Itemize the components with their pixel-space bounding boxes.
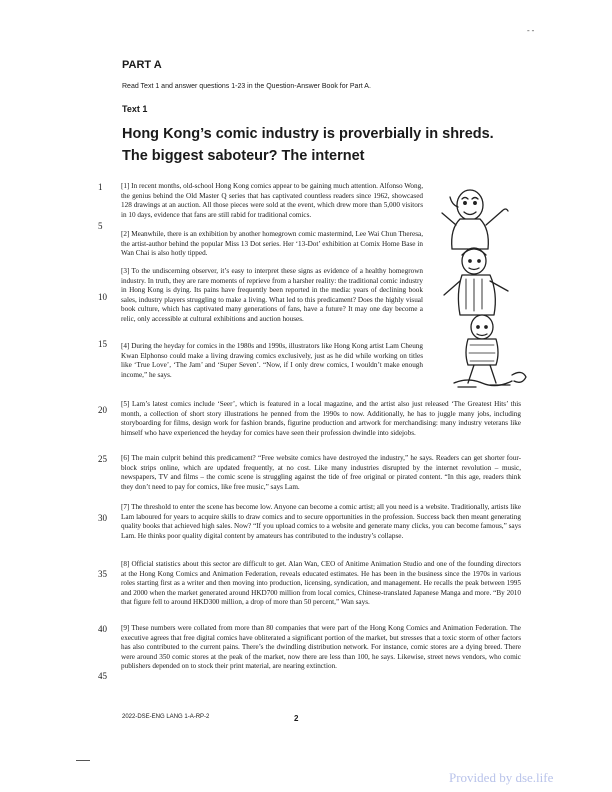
paragraph-5: [5] Lam’s latest comics include ‘Seer’, which is featured in a local magazine, and the artist also just released ‘The Greatest Hits’ this month, a collection of short story illustrations he penned from the 1990s to now. Additionally, he has to juggle many jobs, including storyboarding for films, design work for fashion brands, figurine production and artwork for merchandising: many industry veterans like himself who have experienced the heyday for comics have seen their profession dwindle into sidejobs. xyxy=(121,400,521,437)
line-number: 10 xyxy=(98,292,107,302)
margin-dash xyxy=(76,760,90,761)
line-number: 25 xyxy=(98,454,107,464)
instruction: Read Text 1 and answer questions 1-23 in the Question-Answer Book for Part A. xyxy=(122,83,371,90)
line-number: 35 xyxy=(98,569,107,579)
headline: Hong Kong’s comic industry is proverbially in shreds. The biggest saboteur? The internet xyxy=(122,126,494,164)
footer-exam-code: 2022-DSE-ENG LANG 1-A-RP-2 xyxy=(122,714,210,720)
line-number: 15 xyxy=(98,339,107,349)
paragraph-9: [9] These numbers were collated from more than 80 companies that were part of the Hong Kong Comics and Animation Federation. The executive agrees that free digital comics have obliterated a significant portion of the market, but stresses that a toxic storm of other factors has also contributed to the current pains. There’s the dwindling distribution network. For instance, comic stores are a dying breed. There were around 350 comic stores at the peak of the market, now there are less than 100, he says. Likewise, street news vendors, who comic publishers depended on to stock their print material, are nearing extinction. xyxy=(121,624,521,671)
corner-mark: - - xyxy=(527,26,535,35)
line-number: 20 xyxy=(98,405,107,415)
line-number: 30 xyxy=(98,513,107,523)
text-label: Text 1 xyxy=(122,104,148,114)
page-number: 2 xyxy=(294,714,299,723)
paragraph-6: [6] The main culprit behind this predicament? “Free website comics have destroyed the industry,” he says. Readers can get shorter four-block strips online, which are updated frequently, at no cost. Like many industries disrupted by the internet revolution – music, newspapers, TV and films – the comic scene is struggling against the tide of free original or pirated content. “In this age, readers think they don’t need to pay for comics, like free music,” says Lam. xyxy=(121,454,521,491)
paragraph-8: [8] Official statistics about this sector are difficult to get. Alan Wan, CEO of Anitime Animation Studio and one of the founding directors at the Hong Kong Comics and Animation Federation, reveals educated estimates. He has been in the business since the 1970s in various roles starting first as a writer and then moving into production, licensing, syndication, and management. He recalls the peak between 1995 and 2000 when the market generated around HKD700 million from local comics, Chinese-translated Japanese Manga and more. “By 2010 that figure fell to around HKD300 million, a drop of more than 50 percent,” Wan says. xyxy=(121,560,521,607)
paragraph-3: [3] To the undiscerning observer, it’s easy to interpret these signs as evidence of a healthy homegrown industry. In truth, they are rare moments of reprieve from a harsher reality: the traditional comic industry in Hong Kong is dying. Its pains have frequently been reported in the media: years of declining book sales, industry players struggling to make a living. What led to this predicament? Does the highly visual book culture, which has captivated many generations of fans, have a future? It may one day become a relic, only accessible at cultural exhibitions and auction houses. xyxy=(121,267,423,323)
paragraph-4: [4] During the heyday for comics in the 1980s and 1990s, illustrators like Hong Kong artist Lam Cheung Kwan Elphonso could make a living drawing comics exclusively, just as he did while working on titles like ‘True Love’, ‘The Jam’ and ‘Super Seven’. “Now, if I only drew comics, I wouldn’t make enough income,” he says. xyxy=(121,342,423,379)
part-title: PART A xyxy=(122,59,162,71)
paragraph-7: [7] The threshold to enter the scene has become low. Anyone can become a comic artist; all you need is a website. Traditionally, artists like Lam laboured for years to acquire skills to draw comics and to secure opportunities in the profession. Success back then meant generating quality books that achieved high sales. Now? “If you upload comics to a website and generate many clicks, you can become famous,” says Lam. He thinks poor quality digital content by amateurs has contributed to the industry’s collapse. xyxy=(121,503,521,540)
comic-characters-illustration xyxy=(432,185,538,395)
paragraph-1: [1] In recent months, old-school Hong Kong comics appear to be gaining much attention. Alfonso Wong, the genius behind the Old Master Q series that has captivated countless readers since 1962, showcased 128 drawings at an auction. All those pieces were sold at the event, which drew more than 5,000 visitors in 10 days, evidence that fans are still rabid for traditional comics. xyxy=(121,182,423,219)
line-number: 5 xyxy=(98,221,103,231)
paragraph-2: [2] Meanwhile, there is an exhibition by another homegrown comic mastermind, Lee Wai Chun Theresa, the artist-author behind the popular Miss 13 Dot series. Her ‘13-Dot’ exhibition at Comix Home Base in Wan Chai is also hotly tipped. xyxy=(121,230,423,258)
line-number: 45 xyxy=(98,671,107,681)
line-number: 40 xyxy=(98,624,107,634)
line-number: 1 xyxy=(98,182,103,192)
watermark: Provided by dse.life xyxy=(449,770,554,785)
